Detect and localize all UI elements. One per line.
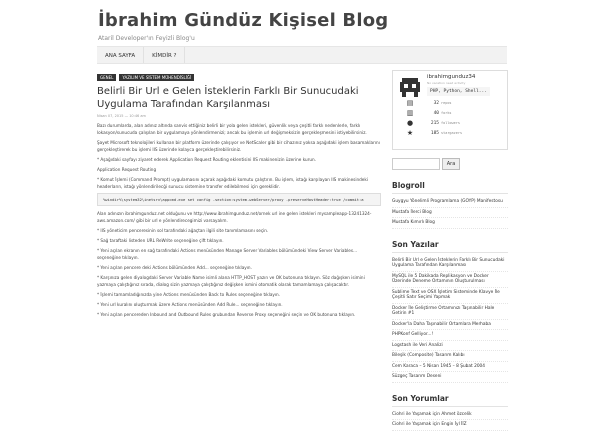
github-stat-row[interactable] — [397, 118, 501, 128]
recent-post-link[interactable]: MySQL ile 5 Dakikada Replikasyon ve Docker Üzerinde Deneme Ortamının Oluşturulması — [392, 272, 508, 288]
post-content — [97, 74, 381, 321]
stat-label: forks — [441, 111, 452, 115]
sidebar — [392, 70, 508, 431]
stat-number: 215 — [430, 120, 439, 126]
search-button[interactable]: Ara — [442, 158, 460, 170]
recent-post-link[interactable]: Belirli Bir Url e Gelen İsteklerin Farklı Bir Sunucudaki Uygulama Tarafından Karşılanması — [392, 256, 508, 272]
github-avatar-icon[interactable] — [397, 74, 423, 100]
recent-post-link[interactable]: Docker'la Daha Taşınabilir Ortamlara Merhaba — [392, 320, 508, 331]
stat-label: repos — [441, 101, 452, 105]
post-paragraph: * Yeni açılan ekranın en sağ tarafındaki Actions menüsünden Manage Server Variables bölümündeki View Server Variables... seçeneğine tıklayın. — [97, 248, 358, 260]
github-stat-row[interactable] — [397, 108, 501, 118]
github-subtitle: No vacation need activity — [427, 81, 466, 85]
recent-comments-title: Son Yorumlar — [392, 394, 508, 407]
post-paragraph: Alan adınızın ibrahimgunduz.net olduğunu ve http://www.ibrahimgunduz.net/ornek url ine gelen istekleri mysampleapp-13241324-aws.amazon.com/ gibi bir url e yönlendirecegimizi varsayalım. — [97, 211, 372, 223]
gists-icon: ▥ — [406, 109, 414, 117]
recent-post-link[interactable]: Bileşik (Composite) Tasarım Kalıbı — [392, 351, 508, 362]
post-paragraph: Bazı durumlarda, alan adınız altında sanvis ettiğiniz belirli bir yola gelen istekleri, güvenlik veya çeşitli farklı nedenlerle, farklı lokasyon/sunucuda çalışılan bir uygulamaya yönlendirmenizi; ancak bu işlemin url değişmeksizin gerçekleşmesini istiyebilirsiniz. — [97, 123, 367, 135]
arr-link[interactable]: Application Request Routing — [97, 167, 157, 172]
site-title[interactable]: İbrahim Gündüz Kişisel Blog — [98, 10, 389, 31]
stat-number: 40 — [433, 110, 439, 116]
post-paragraph: * Yeni url kuralını oluşturmak üzere Actions menüsünden Add Rule... seçeneğine tıklayın. — [97, 302, 283, 307]
category-tag[interactable]: GENEL — [97, 74, 116, 81]
post-categories — [97, 74, 381, 81]
post-paragraph: * Yeni açılan pencere deki Actions bölümünden Add... seçeneğine tıklayın. — [97, 265, 252, 270]
recent-post-link[interactable]: Logstash ile Veri Analizi — [392, 341, 508, 352]
recent-comment-link[interactable]: Ciohri ile Yaşamak için Ahmet özcelik — [392, 410, 508, 421]
nav-about[interactable]: KİMDİR ? — [144, 47, 185, 63]
recent-posts-title: Son Yazılar — [392, 240, 508, 253]
blogroll-link[interactable]: Mustafa Kımırlı Blog — [392, 218, 508, 229]
category-tag[interactable]: YAZILIM VE SİSTEM MÜHENDİSLİĞİ — [119, 74, 194, 81]
github-stats — [397, 98, 501, 138]
post-paragraph: * Aşağıdaki sayfayı ziyaret ederek Application Request Routing eklentisini IIS makinenizin üzerine kurun. — [97, 157, 317, 162]
recent-post-link[interactable]: PHPKonf Gelliyor...! — [392, 330, 508, 341]
github-username[interactable]: ibrahimgunduz34 — [427, 74, 476, 80]
main-nav — [97, 46, 507, 64]
search-input[interactable] — [392, 158, 440, 170]
stat-number: 32 — [433, 100, 439, 106]
recent-post-link[interactable]: Süzgeç Tasarım Deseni — [392, 372, 508, 383]
post-title[interactable]: Belirli Bir Url e Gelen İsteklerin Farklı Bir Sunucudaki Uygulama Tarafından Karşılanması — [97, 86, 359, 110]
stat-label: followers — [441, 121, 460, 125]
stargazers-icon: ★ — [406, 129, 414, 137]
github-card — [392, 70, 508, 150]
search-form — [392, 158, 508, 170]
recent-post-link[interactable]: Sublime Text ve OSX İşletim Sisteminde Klavye İle Çeşitli Satır Seçimi Yapmak — [392, 288, 508, 304]
site-header — [98, 10, 518, 42]
post-paragraph: * IIS yöneticim penceresinin sol tarafındaki ağaçtan ilgili site tanımlamasını seçin. — [97, 228, 269, 233]
github-stat-row[interactable] — [397, 128, 501, 138]
stat-number: 185 — [430, 130, 439, 136]
code-block: %windir%\system32\inetsrv\appcmd.exe set config -section:system.webServer/proxy -preserveHostHeader:true /commit:a — [97, 193, 381, 206]
stat-label: stargazers — [441, 131, 463, 135]
site-description: Ataril Developer'ın Feyizli Blog'u — [98, 35, 195, 42]
post-paragraph: * Yeni açılan pencereden Inbound and Outbound Rules grubundan Reverse Proxy seçeneğini seçin ve OK butonuna tıklayın. — [97, 312, 356, 317]
blogroll-link[interactable]: Mustafa İlerci Blog — [392, 208, 508, 219]
post-paragraph: * Sağ taraftaki listeden URL ReWrite seçeneğine çift tıklayın. — [97, 238, 224, 243]
blogroll-link[interactable]: Guygyu Yönelimli Programlama (GOYP) Manifestosu — [392, 197, 508, 208]
recent-post-link[interactable]: Docker İle Geliştirme Ortamınızı Taşınabilir Hale Getirin #1 — [392, 304, 508, 320]
repos-icon: ▤ — [406, 99, 414, 107]
recent-comment-link[interactable]: Ciohri ile Yaşamak için Engin İyl İİZ — [392, 420, 508, 431]
github-stat-row[interactable] — [397, 98, 501, 108]
recent-post-link[interactable]: Cem Karaca – 5 Nisan 1945 – 8 Şubat 2004 — [392, 362, 508, 373]
post-paragraph: * Karşınıza gelen diyalogdaki Server Variable Name isimli alana HTTP_HOST yazın ve OK butonuna tıklayın. Söz dağışken isimini yazmaya çalıştığınız sırada, dialog sizin yazmaya çalıştığınız değişken ismini otomatik olarak tamamlamaya çalışacaktır. — [97, 275, 365, 287]
followers-icon: ● — [406, 119, 414, 127]
post-paragraph: Şayet Microsoft teknolojileri kullanan bir platform üzerinde çalışıyor ve NetScaler gibi bir cihazınız yoksa aşağıdaki işlem basamaklarını gerçekleştirerek bu işlemi IIS üzerinde kolayca gerçekleştirebilirsiniz. — [97, 140, 380, 152]
post-paragraph: * İşlemi tamamladığınızda yine Actions menüsünden Back to Rules seçeneğine tıklayın. — [97, 292, 281, 297]
blogroll-title: Blogroll — [392, 181, 508, 194]
nav-home[interactable]: ANA SAYFA — [97, 47, 144, 63]
post-date: Nisan 07, 2015 — 10:46 am — [97, 114, 146, 118]
github-languages: PHP, Python, Shell... — [427, 87, 490, 96]
post-paragraph: * Komut İşlemi (Command Prompt) uygulamasını açarak aşağıdaki komutu çalıştırın. Bu işlem, istağı karşılayan IIS makinesindeki headerların, istağı yönlendirilecği sunucu sistemine transfer edilebilmesi için gereklidir. — [97, 177, 368, 189]
